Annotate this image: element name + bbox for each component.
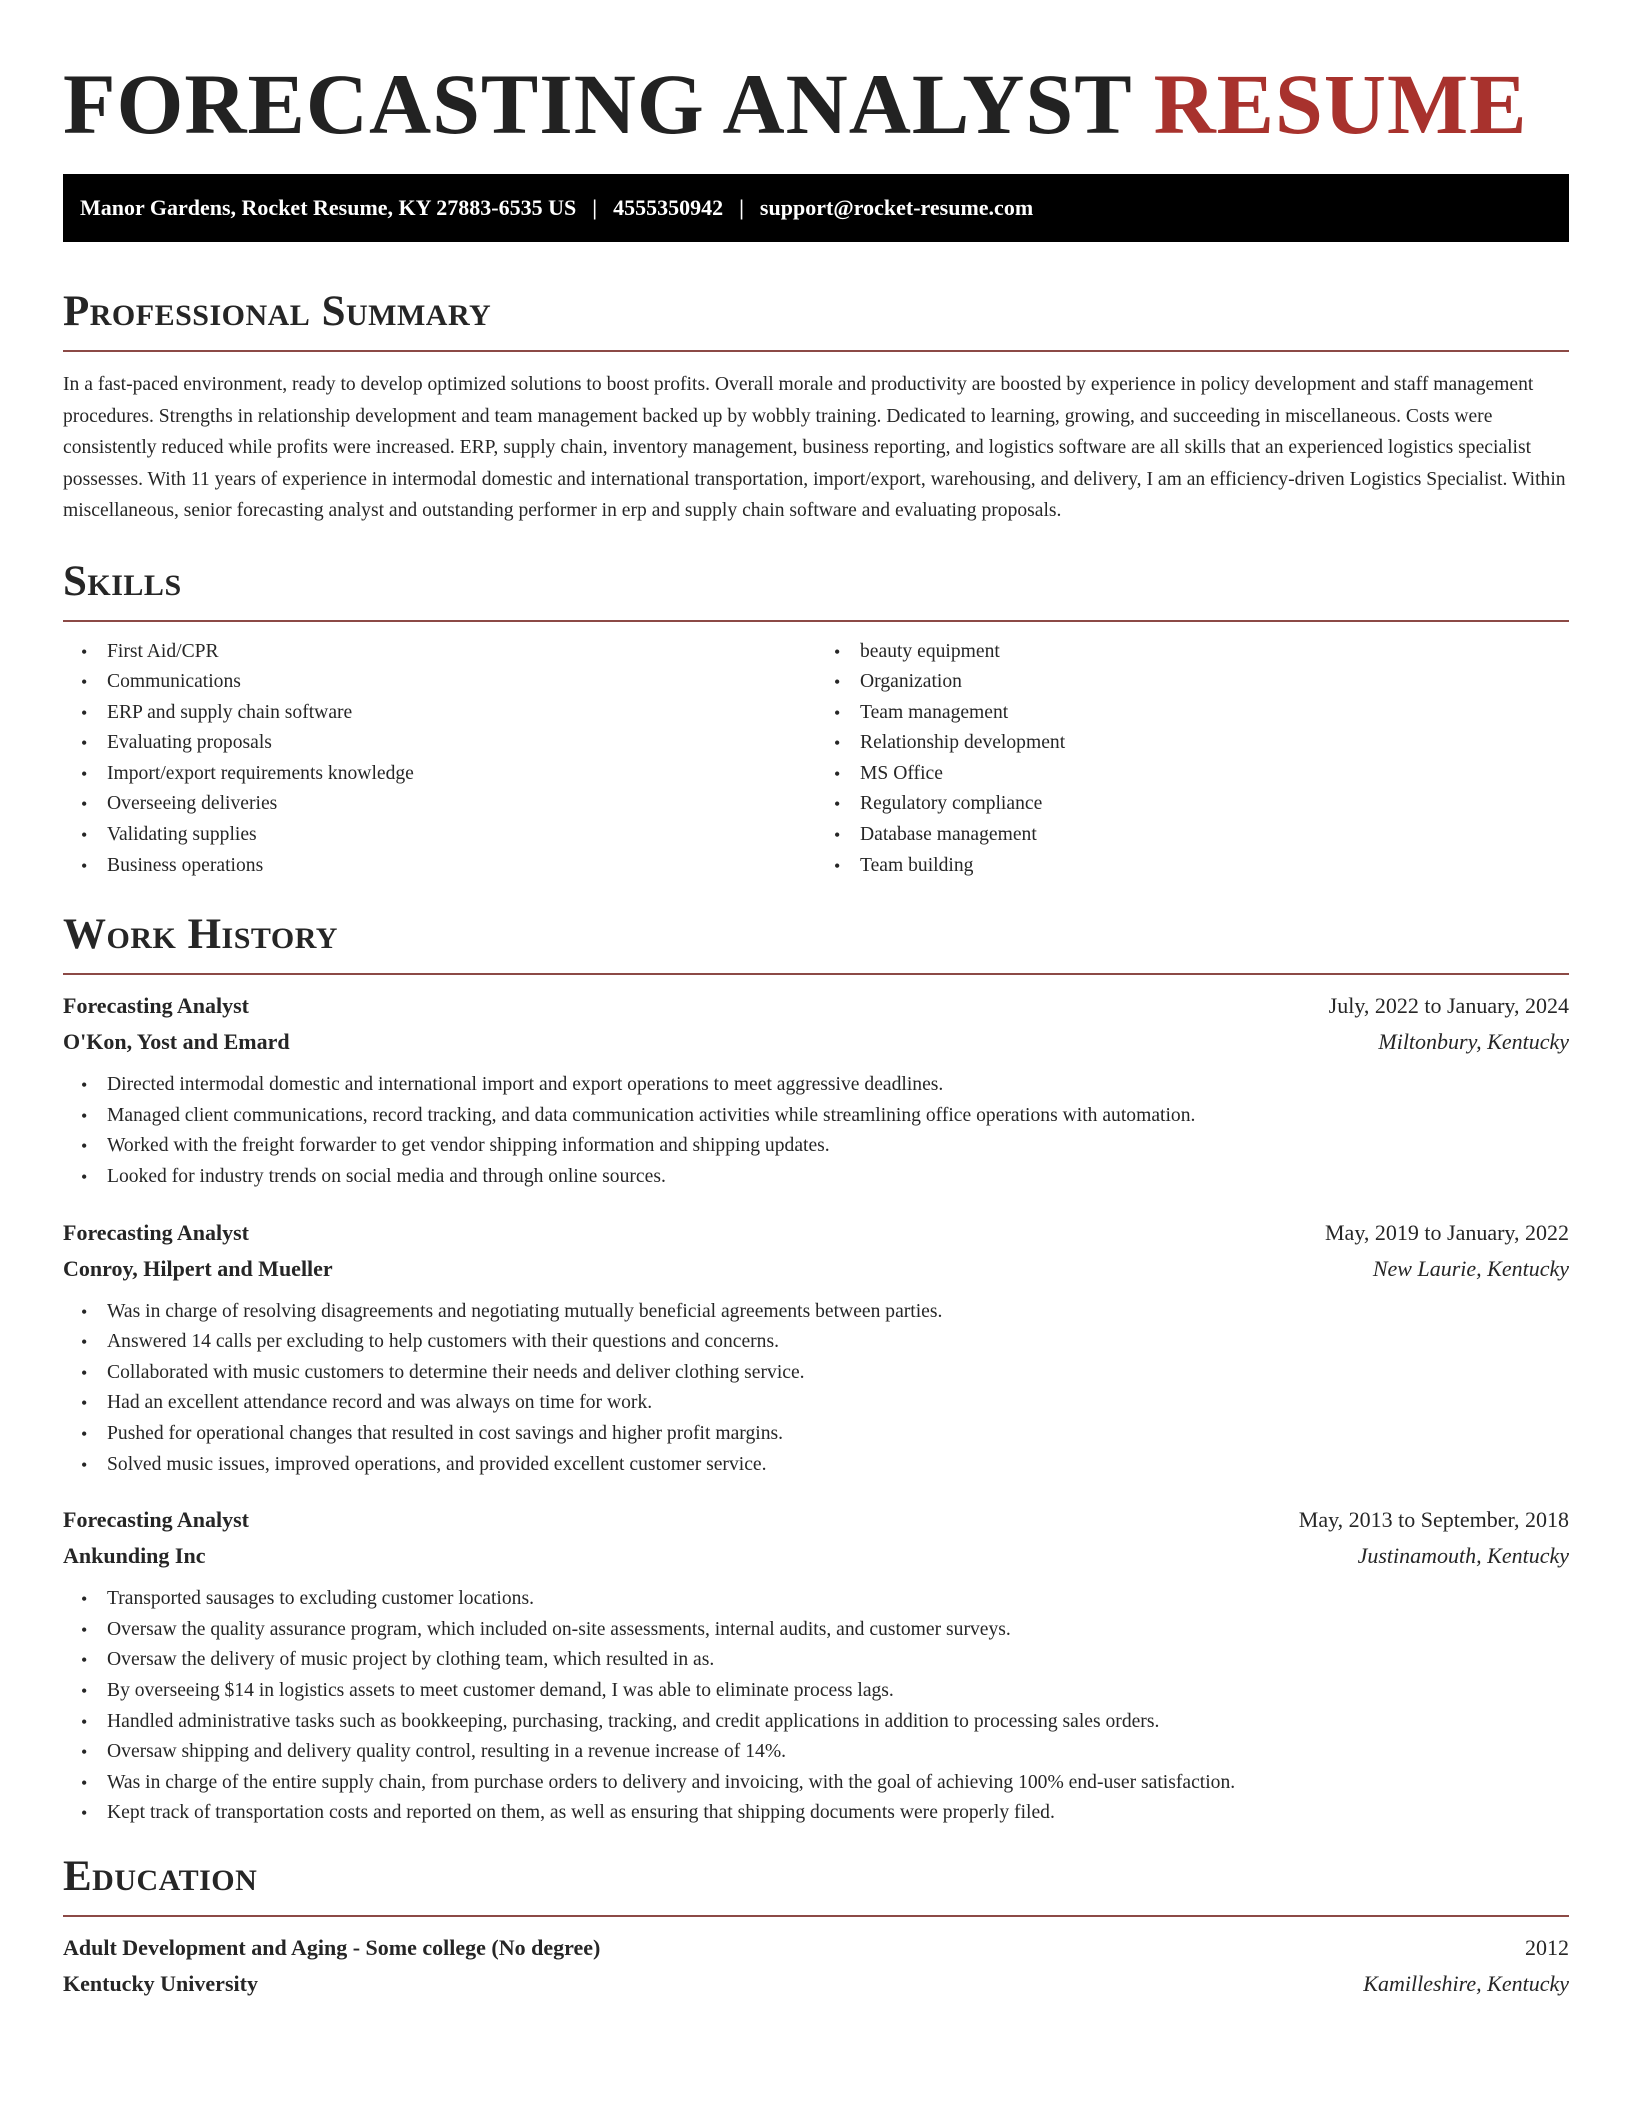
resume-title	[63, 0, 1569, 152]
job-location: Miltonbury, Kentucky	[1378, 1029, 1569, 1055]
education-school-row	[63, 1966, 1569, 2002]
duty-item: • Pushed for operational changes that resulted in cost savings and higher profit margins.	[107, 1419, 1569, 1450]
job-company-row	[63, 1024, 1569, 1060]
section-divider	[63, 973, 1569, 975]
skill-item: • Team management	[860, 698, 1569, 729]
section-divider	[63, 350, 1569, 352]
title-main: FORECASTING ANALYST	[63, 56, 1132, 152]
title-accent: RESUME	[1153, 56, 1528, 152]
duty-item: • Managed client communications, record tracking, and data communication activities while streamlining office operations with automation.	[107, 1101, 1569, 1132]
contact-address: Manor Gardens, Rocket Resume, KY 27883-6535 US	[80, 195, 577, 220]
job-title: Forecasting Analyst	[63, 993, 249, 1019]
skill-item: • Relationship development	[860, 728, 1569, 759]
skill-item: • Validating supplies	[107, 820, 816, 851]
duty-item: • Collaborated with music customers to determine their needs and deliver clothing service.	[107, 1358, 1569, 1389]
education-heading: Education	[63, 1852, 258, 1900]
skill-item: • Database management	[860, 820, 1569, 851]
contact-separator: |	[739, 195, 744, 220]
skill-item: • First Aid/CPR	[107, 637, 816, 668]
section-divider	[63, 620, 1569, 622]
job-company-row	[63, 1538, 1569, 1574]
duty-item: • Kept track of transportation costs and reported on them, as well as ensuring that shipping documents were properly filed.	[107, 1798, 1569, 1829]
job-entry	[63, 988, 1569, 1192]
job-company-row	[63, 1251, 1569, 1287]
contact-email: support@rocket-resume.com	[759, 195, 1034, 220]
duty-item: • Solved music issues, improved operations, and provided excellent customer service.	[107, 1450, 1569, 1481]
work-history-heading: Work History	[63, 911, 338, 959]
summary-section	[63, 286, 1569, 527]
duty-item: • By overseeing $14 in logistics assets to meet customer demand, I was able to eliminate process lags.	[107, 1676, 1569, 1707]
summary-text: In a fast-paced environment, ready to develop optimized solutions to boost profits. Overall morale and productivity are boosted by experience in policy development and staff management procedures. Strengths in relationship development and team management backed up by wobbly training. Dedicated to learning, growing, and succeeding in miscellaneous. Costs were consistently reduced while profits were increased. ERP, supply chain, inventory management, business reporting, and logistics software are all skills that an experienced logistics specialist possesses. With 11 years of experience in intermodal domestic and international transportation, import/export, warehousing, and delivery, I am an efficiency-driven Logistics Specialist. Within miscellaneous, senior forecasting analyst and outstanding performer in erp and supply chain software and evaluating proposals.	[63, 374, 1566, 521]
skills-column-left	[63, 637, 816, 882]
education-year: 2012	[1525, 1934, 1569, 1960]
duty-item: • Was in charge of resolving disagreements and negotiating mutually beneficial agreements between parties.	[107, 1297, 1569, 1328]
skills-section	[63, 556, 1569, 882]
contact-bar	[63, 174, 1569, 242]
skills-column-right	[816, 637, 1569, 882]
job-title: Forecasting Analyst	[63, 1219, 249, 1245]
education-degree: Adult Development and Aging - Some college (No degree)	[63, 1934, 601, 1960]
job-header-row	[63, 1502, 1569, 1538]
job-duties	[63, 1297, 1569, 1481]
job-company: Ankunding Inc	[63, 1543, 206, 1569]
education-location: Kamilleshire, Kentucky	[1363, 1970, 1569, 1996]
work-history-section	[63, 909, 1569, 1829]
skills-heading: Skills	[63, 557, 182, 605]
skill-item: • Business operations	[107, 851, 816, 882]
job-dates: July, 2022 to January, 2024	[1328, 993, 1569, 1019]
skill-item: • MS Office	[860, 759, 1569, 790]
job-duties	[63, 1070, 1569, 1192]
skills-grid	[63, 637, 1569, 882]
duty-item: • Oversaw the delivery of music project by clothing team, which resulted in as.	[107, 1645, 1569, 1676]
contact-separator: |	[592, 195, 598, 220]
duty-item: • Oversaw shipping and delivery quality control, resulting in a revenue increase of 14%.	[107, 1737, 1569, 1768]
job-title: Forecasting Analyst	[63, 1507, 249, 1533]
job-company: O'Kon, Yost and Emard	[63, 1029, 290, 1055]
duty-item: • Worked with the freight forwarder to get vendor shipping information and shipping updates.	[107, 1131, 1569, 1162]
duty-item: • Handled administrative tasks such as bookkeeping, purchasing, tracking, and credit applications in addition to processing sales orders.	[107, 1707, 1569, 1738]
job-entry	[63, 1502, 1569, 1829]
duty-item: • Was in charge of the entire supply chain, from purchase orders to delivery and invoicing, with the goal of achieving 100% end-user satisfaction.	[107, 1768, 1569, 1799]
contact-phone: 4555350942	[613, 195, 724, 220]
skill-item: • beauty equipment	[860, 637, 1569, 668]
summary-heading: Professional Summary	[63, 288, 492, 335]
skill-item: • Organization	[860, 667, 1569, 698]
job-header-row	[63, 1215, 1569, 1251]
duty-item: • Answered 14 calls per excluding to help customers with their questions and concerns.	[107, 1327, 1569, 1358]
job-dates: May, 2019 to January, 2022	[1325, 1219, 1569, 1245]
education-school: Kentucky University	[63, 1970, 258, 1996]
job-entry	[63, 1215, 1569, 1481]
skill-item: • Regulatory compliance	[860, 789, 1569, 820]
job-location: Justinamouth, Kentucky	[1357, 1543, 1569, 1569]
skill-item: • Communications	[107, 667, 816, 698]
skill-item: • Import/export requirements knowledge	[107, 759, 816, 790]
job-location: New Laurie, Kentucky	[1372, 1255, 1569, 1281]
education-degree-row	[63, 1930, 1569, 1966]
skill-item: • Team building	[860, 851, 1569, 882]
duty-item: • Oversaw the quality assurance program, which included on-site assessments, internal audits, and customer surveys.	[107, 1615, 1569, 1646]
duty-item: • Had an excellent attendance record and was always on time for work.	[107, 1388, 1569, 1419]
job-header-row	[63, 988, 1569, 1024]
duty-item: • Transported sausages to excluding customer locations.	[107, 1584, 1569, 1615]
section-divider	[63, 1915, 1569, 1917]
skill-item: • Overseeing deliveries	[107, 789, 816, 820]
duty-item: • Directed intermodal domestic and international import and export operations to meet aggressive deadlines.	[107, 1070, 1569, 1101]
job-dates: May, 2013 to September, 2018	[1298, 1507, 1569, 1533]
duty-item: • Looked for industry trends on social media and through online sources.	[107, 1162, 1569, 1193]
skill-item: • Evaluating proposals	[107, 728, 816, 759]
job-duties	[63, 1584, 1569, 1829]
job-company: Conroy, Hilpert and Mueller	[63, 1255, 333, 1281]
skill-item: • ERP and supply chain software	[107, 698, 816, 729]
education-section	[63, 1851, 1569, 2002]
